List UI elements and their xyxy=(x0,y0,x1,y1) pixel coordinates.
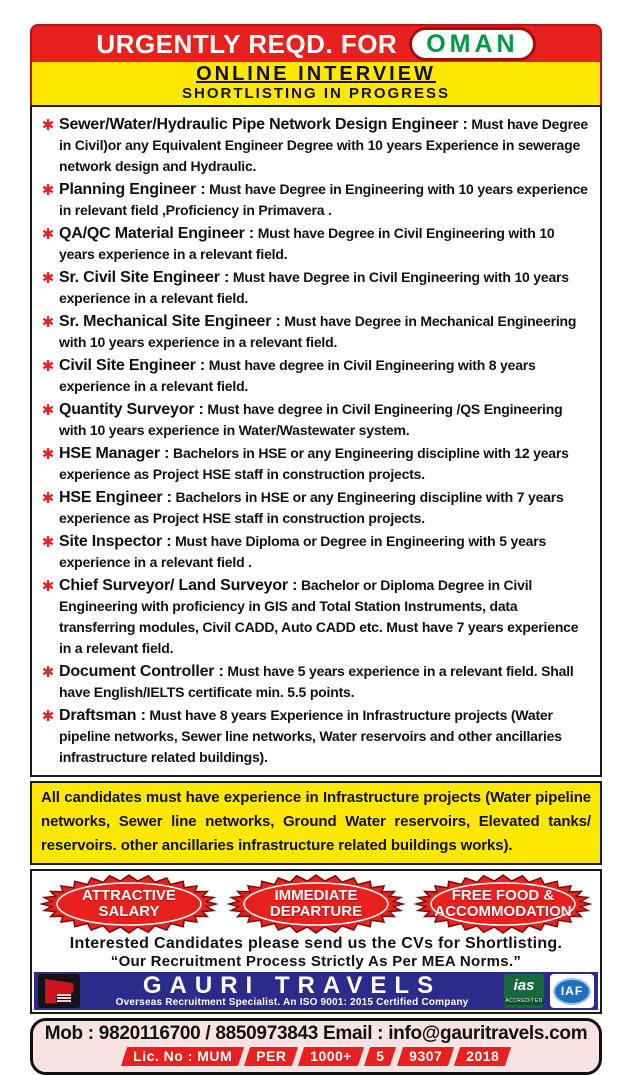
job-title: Sr. Civil Site Engineer : xyxy=(59,269,230,286)
company-banner xyxy=(34,972,598,1010)
iaf-label: IAF xyxy=(553,978,591,1005)
job-item xyxy=(37,443,592,485)
license-segment: 9307 xyxy=(396,1047,453,1066)
cta-line2: “Our Recruitment Process Strictly As Per MEA Norms.” xyxy=(110,953,522,970)
job-item xyxy=(37,311,592,353)
job-title: Document Controller : xyxy=(59,663,224,680)
shortlisting-text: SHORTLISTING IN PROGRESS xyxy=(181,85,451,102)
job-text xyxy=(59,267,592,309)
badge-line1: ATTRACTIVE xyxy=(82,887,176,904)
gauri-logo-icon xyxy=(38,974,80,1008)
job-desc: Must have 5 years experience in a relevant field. Shall have English/IELTS certificate min. 5.5 points. xyxy=(59,663,574,700)
benefit-badges xyxy=(32,871,600,934)
star-bullet-icon: ✱ xyxy=(41,490,55,507)
job-title: Sewer/Water/Hydraulic Pipe Network Design Engineer : xyxy=(59,116,468,133)
job-item xyxy=(37,223,592,265)
footer-section xyxy=(30,869,602,1014)
badge-line1: IMMEDIATE xyxy=(274,887,358,904)
job-title: Sr. Mechanical Site Engineer : xyxy=(59,313,281,330)
contact-line: Mob : 9820116700 / 8850973843 Email : info@gauritravels.com xyxy=(44,1023,588,1044)
job-text xyxy=(59,531,592,573)
job-item xyxy=(37,267,592,309)
star-bullet-icon: ✱ xyxy=(41,402,55,419)
job-item xyxy=(37,531,592,573)
job-title: Chief Surveyor/ Land Surveyor : xyxy=(59,577,298,594)
star-bullet-icon: ✱ xyxy=(41,182,55,199)
job-text xyxy=(59,399,592,441)
job-title: Civil Site Engineer : xyxy=(59,357,206,374)
star-bullet-icon: ✱ xyxy=(41,270,55,287)
job-text xyxy=(59,575,592,659)
job-title: Draftsman : xyxy=(59,707,146,724)
job-desc: Bachelor or Diploma Degree in Civil Engineering with proficiency in GIS and Total Station Instruments, data transferring modules, Civil CADD, Auto CADD etc. Must have 7 years experience in a relevant field. xyxy=(59,577,579,656)
job-item xyxy=(37,355,592,397)
job-item xyxy=(37,705,592,768)
license-segment: Lic. No : MUM xyxy=(121,1047,244,1066)
job-text xyxy=(59,661,592,703)
ias-label: ias xyxy=(513,977,535,994)
job-title: Site Inspector : xyxy=(59,533,172,550)
badge-attractive-salary xyxy=(40,874,218,934)
badge-text xyxy=(414,874,592,934)
license-segment: 2018 xyxy=(454,1047,511,1066)
job-item xyxy=(37,179,592,221)
license-strip xyxy=(37,1047,595,1066)
star-bullet-icon: ✱ xyxy=(41,314,55,331)
job-title: QA/QC Material Engineer : xyxy=(59,225,255,242)
star-bullet-icon: ✱ xyxy=(41,446,55,463)
badge-line2: ACCOMMODATION xyxy=(434,903,572,920)
job-text xyxy=(59,114,592,177)
job-desc: Must have degree in Civil Engineering with 8 years experience in a relevant field. xyxy=(59,357,536,394)
star-bullet-icon: ✱ xyxy=(41,358,55,375)
job-item xyxy=(37,575,592,659)
job-text xyxy=(59,705,592,768)
job-title: Planning Engineer : xyxy=(59,181,206,198)
star-bullet-icon: ✱ xyxy=(41,708,55,725)
job-title: HSE Manager : xyxy=(59,445,170,462)
job-desc: Must have Degree in Civil)or any Equivalent Engineer Degree with 10 years Experience in sewerage network design and Hydraulic. xyxy=(59,116,589,174)
job-title: HSE Engineer : xyxy=(59,489,172,506)
job-desc: Bachelors in HSE or any Engineering discipline with 7 years experience as Project HSE staff in construction projects. xyxy=(59,489,564,526)
job-item xyxy=(37,661,592,703)
contact-box xyxy=(30,1018,602,1075)
country-badge: OMAN xyxy=(409,27,535,61)
urgently-required-text: URGENTLY REQD. FOR xyxy=(96,28,398,59)
candidate-notice: All candidates must have experience in Infrastructure projects (Water pipeline networks, Sewer line networks, Ground Water reservoirs, Elevated tanks/ reservoirs. other ancillaries infrastructure related buildings works). xyxy=(30,781,602,865)
license-segment: 5 xyxy=(364,1047,396,1066)
job-text xyxy=(59,311,592,353)
badge-text xyxy=(227,874,405,934)
job-text xyxy=(59,179,592,221)
job-list xyxy=(30,105,602,777)
star-bullet-icon: ✱ xyxy=(41,226,55,243)
job-item xyxy=(37,399,592,441)
badge-line1: FREE FOOD & xyxy=(451,887,555,904)
iaf-logo-icon xyxy=(550,974,594,1008)
license-segment: 1000+ xyxy=(298,1047,364,1066)
badge-immediate-departure xyxy=(227,874,405,934)
job-text xyxy=(59,487,592,529)
company-name: GAURI TRAVELS xyxy=(142,972,442,999)
badge-line2: DEPARTURE xyxy=(269,903,363,920)
online-interview-text: ONLINE INTERVIEW xyxy=(196,63,436,85)
ias-sublabel: ACCREDITED xyxy=(505,998,543,1004)
star-bullet-icon: ✱ xyxy=(41,578,55,595)
star-bullet-icon: ✱ xyxy=(41,534,55,551)
star-bullet-icon: ✱ xyxy=(41,664,55,681)
job-text xyxy=(59,443,592,485)
ias-accredited-icon xyxy=(504,974,544,1008)
subheader-banner xyxy=(30,62,602,105)
header-banner xyxy=(30,24,602,62)
job-desc: Must have Degree in Mechanical Engineering with 10 years experience in a relevant field. xyxy=(59,313,577,350)
job-item xyxy=(37,487,592,529)
job-item xyxy=(37,114,592,177)
job-desc: Must have Degree in Engineering with 10 years experience in relevant field ,Proficiency in Primavera . xyxy=(59,181,588,218)
job-text xyxy=(59,223,592,265)
job-text xyxy=(59,355,592,397)
badge-free-food xyxy=(414,874,592,934)
job-desc: Must have degree in Civil Engineering /QS Engineering with 10 years experience in Water/Wastewater system. xyxy=(59,401,563,438)
cta-line1: Interested Candidates please send us the CVs for Shortlisting. xyxy=(69,935,563,952)
license-segment: PER xyxy=(244,1047,298,1066)
recruitment-poster xyxy=(30,24,602,1075)
job-desc: Must have Diploma or Degree in Engineering with 5 years experience in a relevant field . xyxy=(59,533,547,570)
job-desc: Must have Degree in Civil Engineering with 10 years experience in a relevant field. xyxy=(59,269,569,306)
job-desc: Bachelors in HSE or any Engineering discipline with 12 years experience as Project HSE staff in construction projects. xyxy=(59,445,569,482)
job-desc: Must have 8 years Experience in Infrastructure projects (Water pipeline networks, Sewer line networks, Water reservoirs and other ancillaries infrastructure related buildings). xyxy=(59,707,562,765)
job-desc: Must have Degree in Civil Engineering with 10 years experience in a relevant field. xyxy=(59,225,555,262)
company-name-block xyxy=(86,974,498,1008)
badge-line2: SALARY xyxy=(98,903,160,920)
star-bullet-icon: ✱ xyxy=(41,117,55,134)
badge-text xyxy=(40,874,218,934)
job-title: Quantity Surveyor : xyxy=(59,401,204,418)
company-subtitle: Overseas Recruitment Specialist. An ISO 9001: 2015 Certified Company xyxy=(115,997,469,1008)
